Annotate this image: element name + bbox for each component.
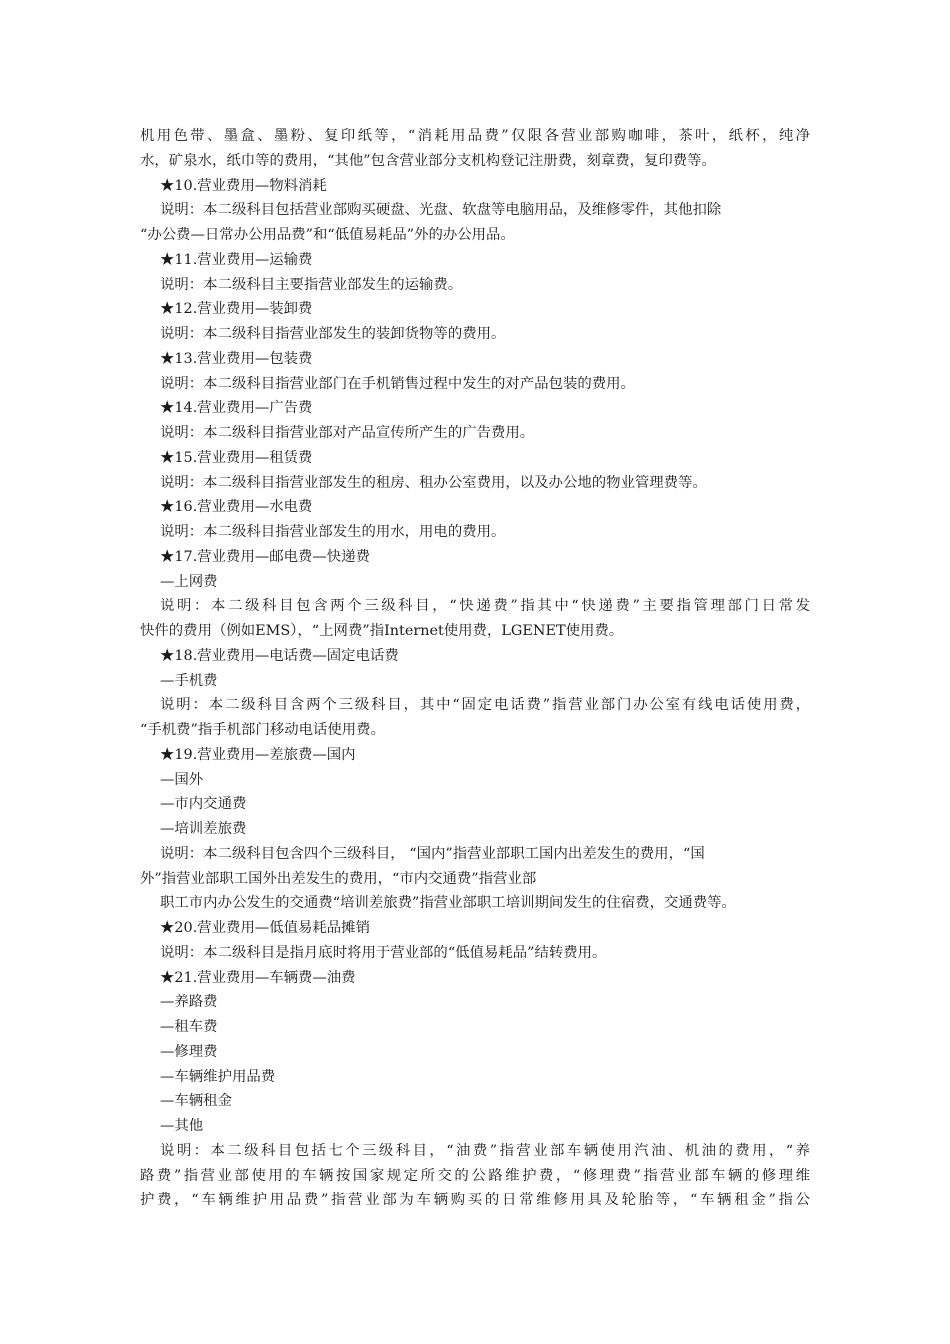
text-line: 说明：本二级科目指营业部发生的用水，用电的费用。 bbox=[160, 524, 506, 540]
document-body bbox=[140, 124, 810, 1213]
text-line: ★14.营业费用—广告费 bbox=[160, 400, 313, 417]
text-line: 护费，“车辆维护用品费”指营业部为车辆购买的日常维修用具及轮胎等，“车辆租金”指公 bbox=[140, 1192, 810, 1209]
text-line: 水，矿泉水，纸巾等的费用，“其他”包含营业部分支机构登记注册费，刻章费，复印费等。 bbox=[140, 152, 716, 169]
text-line: 机用色带、墨盒、墨粉、复印纸等，“消耗用品费”仅限各营业部购咖啡，茶叶，纸杯，纯净 bbox=[140, 128, 810, 144]
text-line: —车辆维护用品费 bbox=[160, 1068, 276, 1085]
text-line: 说明：本二级科目是指月底时将用于营业部的“低值易耗品”结转费用。 bbox=[160, 944, 607, 961]
text-line: ★15.营业费用—租赁费 bbox=[160, 449, 313, 466]
text-line: —其他 bbox=[160, 1118, 204, 1134]
text-line: ★13.营业费用—包装费 bbox=[160, 350, 313, 367]
text-line: ★20.营业费用—低值易耗品摊销 bbox=[160, 920, 370, 936]
text-line: ★11.营业费用—运输费 bbox=[160, 251, 313, 268]
text-line: 快件的费用（例如EMS），“上网费”指Internet使用费，LGENET使用费。 bbox=[140, 623, 624, 639]
text-line: 说明：本二级科目包括七个三级科目，“油费”指营业部车辆使用汽油、机油的费用，“养 bbox=[160, 1142, 810, 1159]
text-line: ★12.营业费用—装卸费 bbox=[160, 301, 313, 318]
text-line: 路费”指营业部使用的车辆按国家规定所交的公路维护费，“修理费”指营业部车辆的修理维 bbox=[140, 1167, 810, 1184]
text-line: 说明：本二级科目指营业部门在手机销售过程中发生的对产品包装的费用。 bbox=[160, 375, 635, 392]
text-line: —市内交通费 bbox=[160, 796, 247, 813]
text-line: —国外 bbox=[160, 771, 204, 788]
text-line: 说明：本二级科目指营业部对产品宣传所产生的广告费用。 bbox=[160, 425, 535, 441]
text-line: 说明：本二级科目含两个三级科目，其中“固定电话费”指营业部门办公室有线电话使用费， bbox=[160, 697, 810, 714]
text-line: 说明：本二级科目包括营业部购买硬盘、光盘、软盘等电脑用品，及维修零件，其他扣除 bbox=[160, 202, 722, 219]
text-line: ★21.营业费用—车辆费—油费 bbox=[160, 969, 356, 986]
text-line: 职工市内办公发生的交通费“培训差旅费”指营业部职工培训期间发生的住宿费，交通费等。 bbox=[160, 895, 736, 912]
text-line: —车辆租金 bbox=[160, 1093, 232, 1110]
text-line: —租车费 bbox=[160, 1019, 218, 1035]
text-line: 说明：本二级科目包含两个三级科目，“快递费”指其中“快递费”主要指管理部门日常发 bbox=[160, 598, 810, 615]
text-line: “办公费—日常办公用品费”和“低值易耗品”外的办公用品。 bbox=[140, 227, 515, 243]
text-line: 说明：本二级科目指营业部发生的租房、租办公室费用，以及办公地的物业管理费等。 bbox=[160, 474, 707, 491]
text-line: —上网费 bbox=[160, 573, 218, 590]
text-line: 说明：本二级科目主要指营业部发生的运输费。 bbox=[160, 276, 463, 293]
text-line: 外”指营业部职工国外出差发生的费用，“市内交通费”指营业部 bbox=[140, 870, 537, 887]
text-line: —培训差旅费 bbox=[160, 821, 247, 837]
text-line: 说明：本二级科目包含四个三级科目， “国内”指营业部职工国内出差发生的费用，“国 bbox=[160, 845, 705, 862]
text-line: —手机费 bbox=[160, 672, 218, 689]
text-line: 说明：本二级科目指营业部发生的装卸货物等的费用。 bbox=[160, 326, 506, 342]
text-line: ★17.营业费用—邮电费—快递费 bbox=[160, 548, 370, 565]
text-line: —修理费 bbox=[160, 1043, 218, 1060]
text-line: ★16.营业费用—水电费 bbox=[160, 499, 313, 516]
text-line: ★10.营业费用—物料消耗 bbox=[160, 177, 327, 194]
text-line: ★19.营业费用—差旅费—国内 bbox=[160, 746, 356, 763]
text-line: ★18.营业费用—电话费—固定电话费 bbox=[160, 647, 399, 664]
text-line: —养路费 bbox=[160, 994, 218, 1011]
text-line: “手机费”指手机部门移动电话使用费。 bbox=[140, 722, 385, 738]
